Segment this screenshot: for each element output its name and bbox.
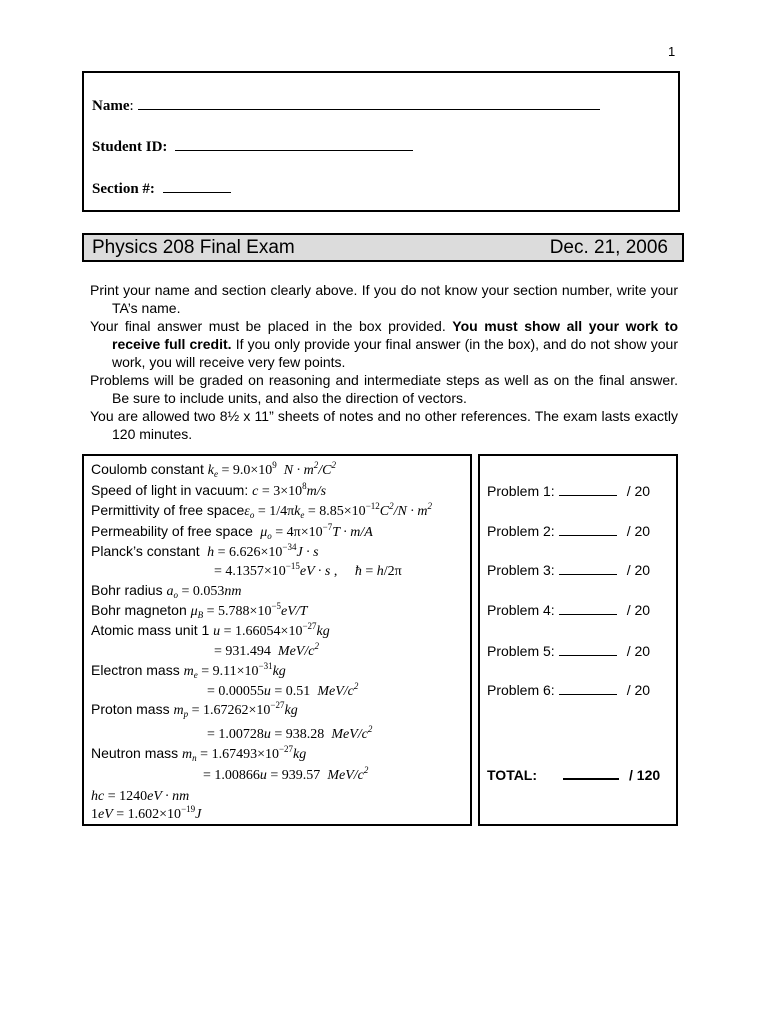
score-blank[interactable]: [559, 602, 617, 615]
electron-mass-mev: = 0.00055u = 0.51 MeV/$c^2$: [207, 681, 359, 699]
permeability: Permeability of free space $\mu_o = 4\pi\times 10^{-7}T \cdot m/A$: [91, 522, 373, 541]
constants-box: [82, 454, 472, 826]
section-field[interactable]: [92, 178, 231, 198]
page-number: 1: [668, 44, 676, 59]
neutron-mass: Neutron mass $m_n = 1.67493\times 10^{-27}kg$: [91, 744, 307, 763]
instruction-2: Your final answer must be placed in the box provided. You must show all your work to receive full credit. If you only provide your final answer (in the box), and do not show your work, you will receive very few points.: [90, 318, 679, 370]
exam-date: Dec. 21, 2006: [549, 237, 668, 258]
score-blank[interactable]: [559, 643, 617, 656]
section-line[interactable]: [163, 178, 231, 193]
name-field[interactable]: Name:: [92, 95, 600, 115]
section-label: Section #:: [92, 181, 155, 197]
score-problem-3: Problem 3: / 20: [487, 562, 651, 578]
name-label: Name: [92, 98, 130, 114]
instruction-4: You are allowed two 8½ x 11” sheets of notes and no other references. The exam lasts exactly 120 minutes.: [90, 408, 678, 442]
score-problem-5: Problem 5: / 20: [487, 643, 651, 659]
coulomb-constant: Coulomb constant $k_e = 9.0\times 10^9$ $N \cdot m^2/C^2$: [91, 460, 336, 479]
instructions: [90, 281, 678, 443]
name-line[interactable]: [138, 95, 600, 110]
bohr-magneton: Bohr magneton $\mu_B = 5.788\times 10^{-5}eV/T$: [91, 601, 308, 620]
student-id-field[interactable]: [92, 136, 413, 156]
proton-mass-mev: = 1.00728u = 938.28 MeV/$c^2$: [207, 724, 373, 742]
score-total: TOTAL: / 120: [487, 767, 661, 783]
neutron-mass-mev: = 1.00866u = 939.57 MeV/$c^2$: [203, 765, 369, 783]
electron-mass: Electron mass $m_e = 9.11\times 10^{-31}kg$: [91, 661, 286, 680]
proton-mass: Proton mass $m_p = 1.67262\times 10^{-27}kg$: [91, 700, 298, 719]
student-id-line[interactable]: [175, 136, 413, 151]
score-blank[interactable]: [559, 682, 617, 695]
score-problem-6: Problem 6: / 20: [487, 682, 651, 698]
instruction-2-bold: You must show all your work to receive full credit.: [112, 318, 679, 352]
atomic-mass-unit: Atomic mass unit 1 $u = 1.66054\times 10^{-27}kg$: [91, 621, 330, 639]
bohr-radius: Bohr radius $a_o = 0.053nm$: [91, 582, 242, 600]
exam-title-bar: [82, 233, 684, 262]
planck-constant-ev: = $4.1357\times 10^{-15}eV \cdot s$ , ħ = h/2π: [214, 561, 402, 579]
ev-to-joule: $1eV = 1.602\times 10^{-19}J$: [91, 804, 202, 822]
exam-title: Physics 208 Final Exam: [92, 237, 295, 258]
score-box: [478, 454, 678, 826]
instruction-1: Print your name and section clearly above. If you do not know your section number, write your TA’s name.: [90, 282, 678, 316]
instruction-3: Problems will be graded on reasoning and intermediate steps as well as on the final answer. Be sure to include units, and also the direction of vectors.: [90, 372, 678, 406]
speed-of-light: Speed of light in vacuum: $c = 3\times 10^8m/s$: [91, 481, 327, 499]
permittivity: Permittivity of free spaceε$_o$ = $1/4\pi k_e = 8.85\times 10^{-12}C^2/N \cdot m^2$: [91, 501, 432, 520]
planck-constant: Planck’s constant $h = 6.626\times 10^{-34}J \cdot s$: [91, 542, 319, 560]
atomic-mass-unit-mev: = 931.494 MeV/$c^2$: [214, 641, 319, 659]
student-info-box: [82, 71, 680, 212]
total-blank[interactable]: [563, 766, 619, 780]
score-blank[interactable]: [559, 523, 617, 536]
score-blank[interactable]: [559, 562, 617, 575]
score-problem-1: Problem 1: / 20: [487, 483, 651, 499]
student-id-label: Student ID:: [92, 139, 168, 155]
score-problem-4: Problem 4: / 20: [487, 602, 651, 618]
score-blank[interactable]: [559, 483, 617, 496]
hc-value: hc = 1240eV · nm: [91, 789, 190, 804]
score-problem-2: Problem 2: / 20: [487, 523, 651, 539]
